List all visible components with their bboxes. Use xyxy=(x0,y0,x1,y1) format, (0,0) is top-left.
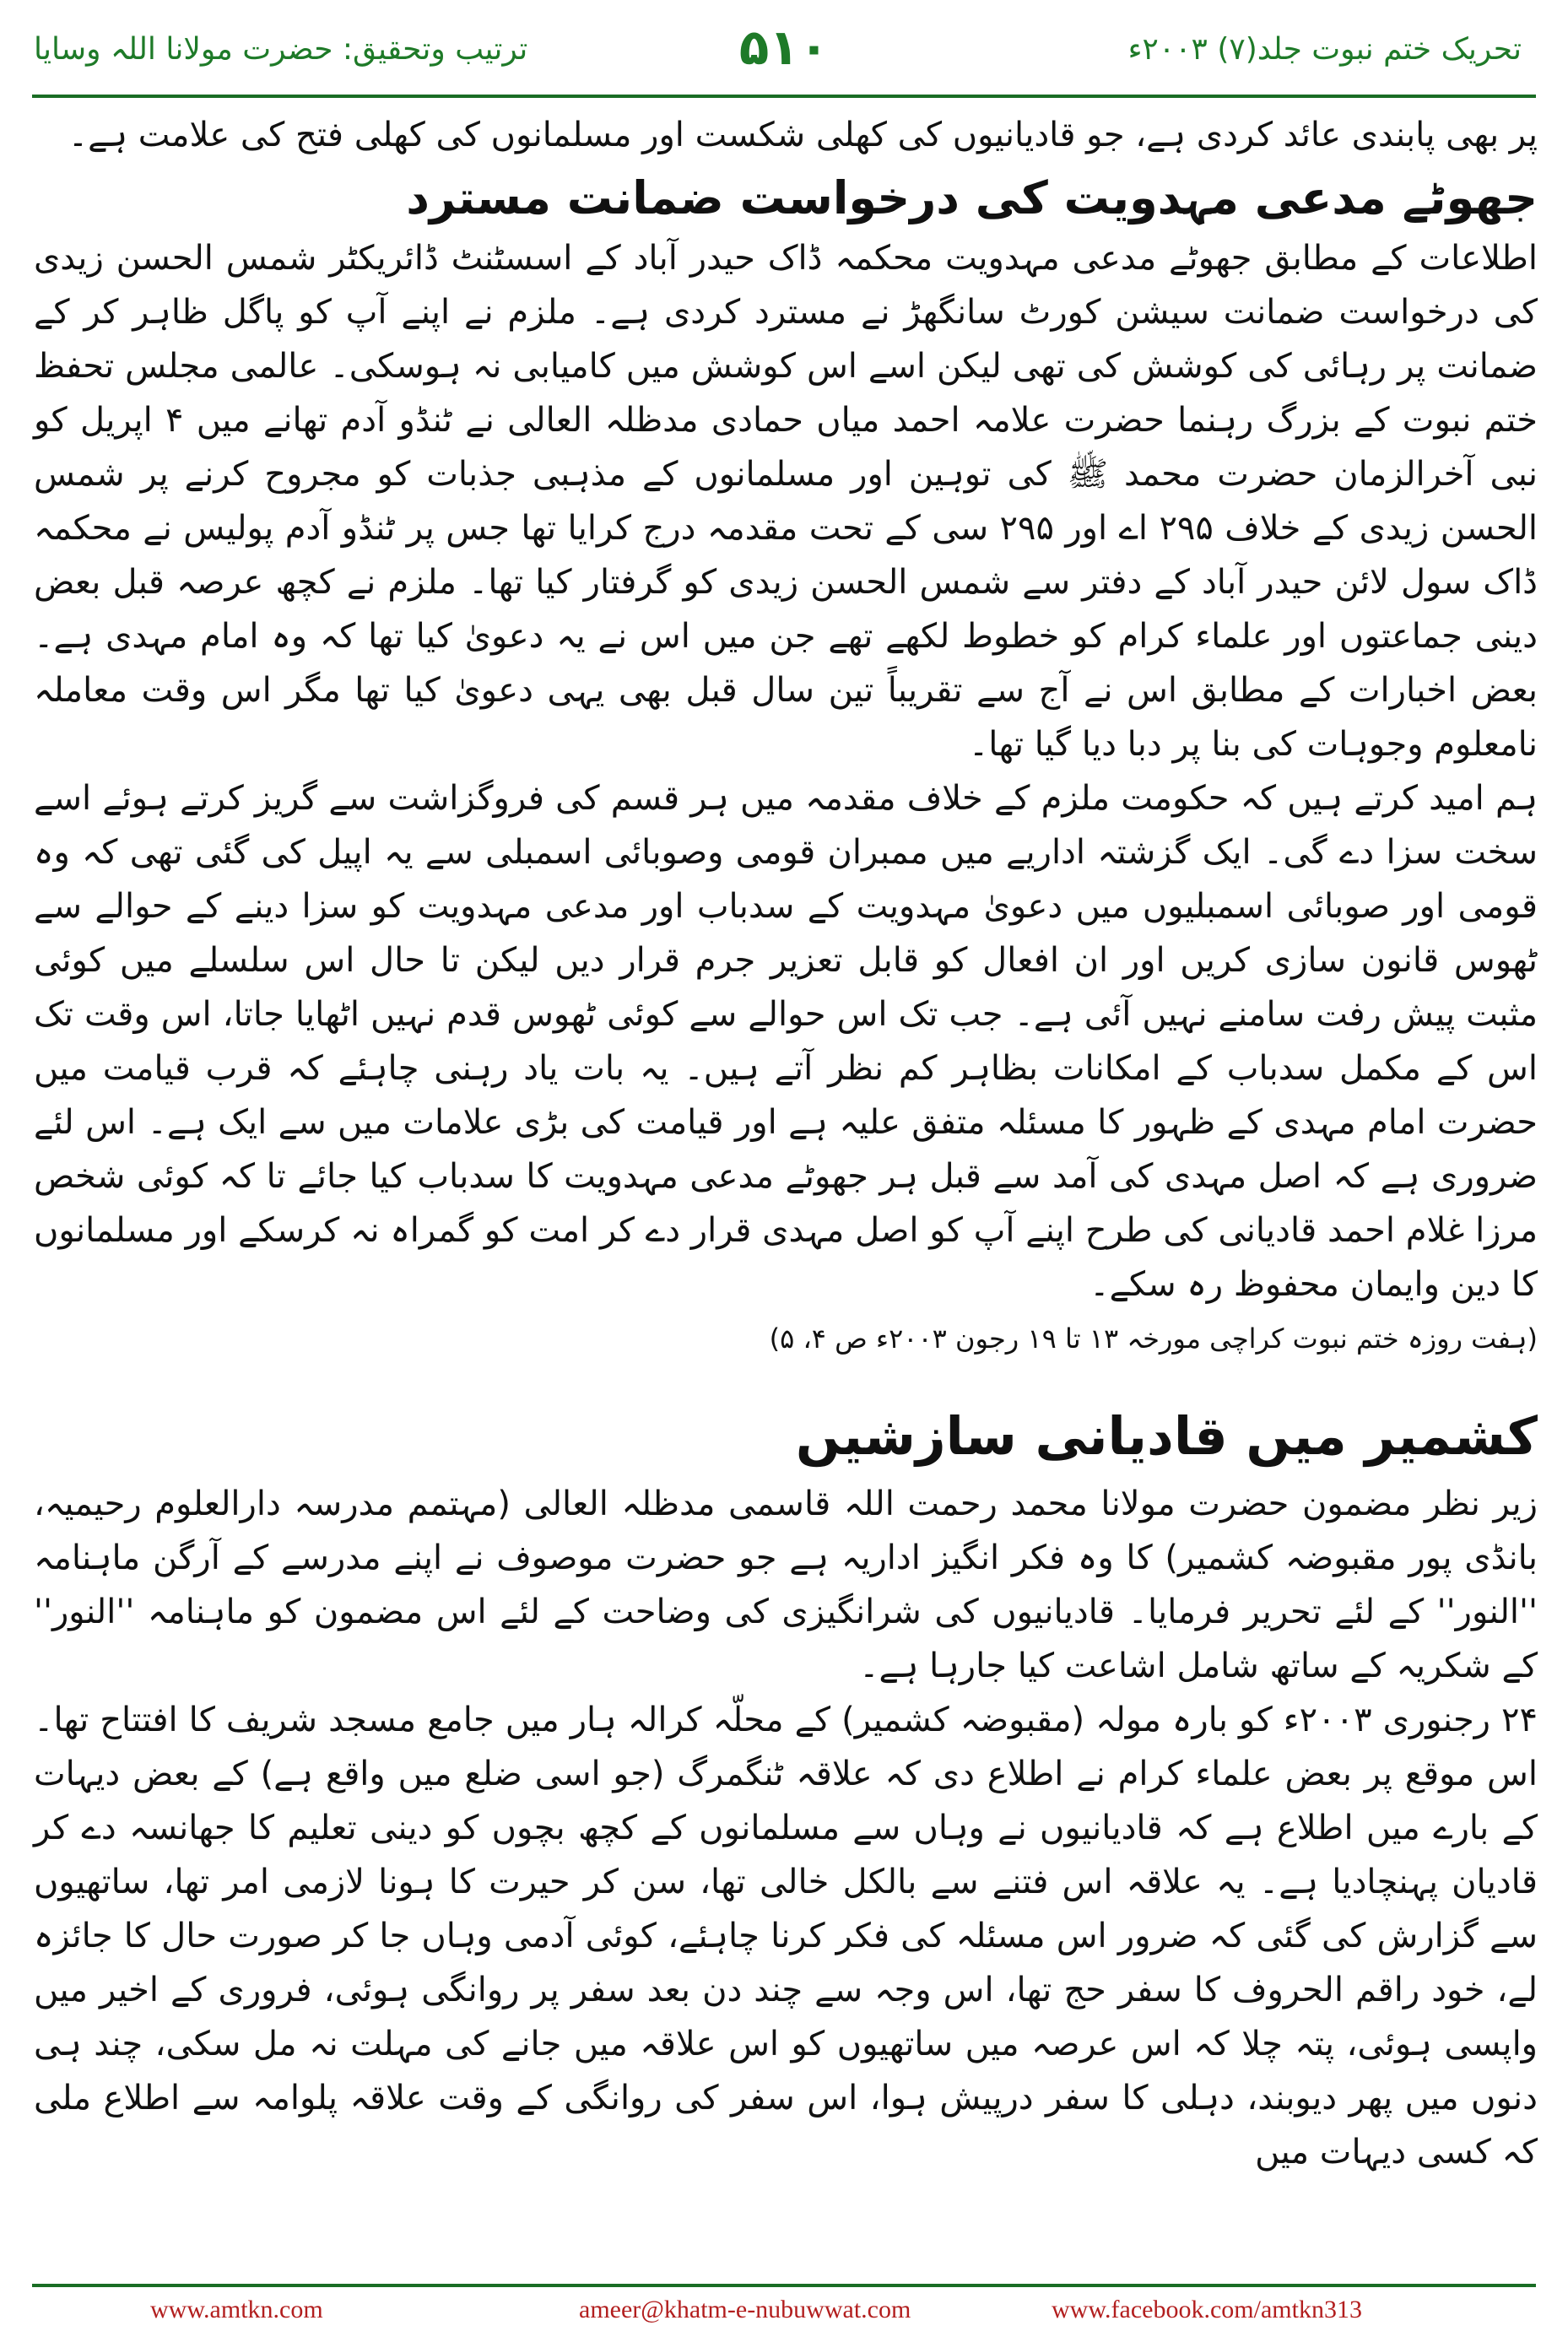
paragraph: پر بھی پابندی عائد کردی ہے، جو قادیانیوں کی کھلی شکست اور مسلمانوں کی کھلی فتح کی علامت ہے۔ xyxy=(68,116,1538,154)
book-title: تحریک ختم نبوت جلد(۷) ۲۰۰۳ء xyxy=(1127,32,1522,67)
paragraph: اطلاعات کے مطابق جھوٹے مدعی مہدویت محکمہ ڈاک حیدر آباد کے اسسٹنٹ ڈائریکٹر شمس الحسن زیدی کی درخواست ضمانت سیشن کورٹ سانگھڑ نے مسترد کردی ہے۔ ملزم نے اپنے آپ کو پاگل ظاہر کر کے ضمانت پر رہائی کی کوشش کی تھی لیکن اسے اس کوشش میں کامیابی نہ ہوسکی۔ عالمی مجلس تحفظ ختم نبوت کے بزرگ رہنما حضرت علامہ احمد میاں حمادی مدظلہ العالی نے ٹنڈو آدم تھانے میں ۴ اپریل کو نبی آخرالزمان حضرت محمد ﷺ کی توہین اور مسلمانوں کے مذہبی جذبات کو مجروح کرنے پر شمس الحسن زیدی کے خلاف ۲۹۵ اے اور ۲۹۵ سی کے تحت مقدمہ درج کرایا تھا جس پر ٹنڈو آدم پولیس نے محکمہ ڈاک سول لائن حیدر آباد کے دفتر سے شمس الحسن زیدی کو گرفتار کیا تھا۔ ملزم نے کچھ عرصہ قبل بعض دینی جماعتوں اور علماء کرام کو خطوط لکھے تھے جن میں اس نے یہ دعویٰ کیا تھا کہ وہ امام مہدی ہے۔ بعض اخبارات کے مطابق اس نے آج سے تقریباً تین سال قبل بھی یہی دعویٰ کیا تھا مگر اس وقت معاملہ نامعلوم وجوہات کی بنا پر دبا دیا گیا تھا۔ xyxy=(34,239,1538,764)
facebook-link[interactable]: www.facebook.com/amtkn313 xyxy=(1052,2296,1362,2323)
section-heading: جھوٹے مدعی مہدویت کی درخواست ضمانت مسترد xyxy=(406,171,1538,224)
footer-divider xyxy=(32,2284,1536,2287)
page-number: ۵۱۰ xyxy=(738,19,830,76)
paragraph: ہم امید کرتے ہیں کہ حکومت ملزم کے خلاف مقدمہ میں ہر قسم کی فروگزاشت سے گریز کرتے ہوئے اسے سخت سزا دے گی۔ ایک گزشتہ اداریے میں ممبران قومی وصوبائی اسمبلی سے یہ اپیل کی گئی تھی کہ وہ قومی اور صوبائی اسمبلیوں میں دعویٰ مہدویت کے سدباب اور مدعی مہدویت کو سزا دینے کے حوالے سے ٹھوس قانون سازی کریں اور ان افعال کو قابل تعزیر جرم قرار دیں لیکن تا حال اس سلسلے میں کوئی مثبت پیش رفت سامنے نہیں آئی ہے۔ جب تک اس حوالے سے کوئی ٹھوس قدم نہیں اٹھایا جاتا، اس وقت تک اس کے مکمل سدباب کے امکانات بظاہر کم نظر آتے ہیں۔ یہ بات یاد رہنی چاہئے کہ قرب قیامت میں حضرت امام مہدی کے ظہور کا مسئلہ متفق علیہ ہے اور قیامت کی بڑی علامات میں سے ایک ہے۔ اس لئے ضروری ہے کہ اصل مہدی کی آمد سے قبل ہر جھوٹے مدعی مہدویت کا سدباب کیا جائے تا کہ کوئی شخص مرزا غلام احمد قادیانی کی طرح اپنے آپ کو اصل مہدی قرار دے کر امت کو گمراہ نہ کرسکے اور مسلمانوں کا دین وایمان محفوظ رہ سکے۔ xyxy=(34,779,1538,1304)
email-link[interactable]: ameer@khatm-e-nubuwwat.com xyxy=(579,2296,911,2323)
header-divider xyxy=(32,95,1536,98)
article-body xyxy=(34,108,1538,2179)
website-link[interactable]: www.amtkn.com xyxy=(150,2296,323,2323)
page-footer xyxy=(0,2289,1568,2331)
paragraph: زیر نظر مضمون حضرت مولانا محمد رحمت اللہ قاسمی مدظلہ العالی (مہتمم مدرسہ دارالعلوم رحیمیہ، بانڈی پور مقبوضہ کشمیر) کا وہ فکر انگیز اداریہ ہے جو حضرت موصوف نے اپنے مدرسے کے آرگن ماہنامہ ''النور'' کے لئے تحریر فرمایا۔ قادیانیوں کی شرانگیزی کی وضاحت کے لئے اس مضمون کو ماہنامہ ''النور'' کے شکریہ کے ساتھ شامل اشاعت کیا جارہا ہے۔ xyxy=(34,1485,1538,1685)
paragraph: ۲۴ رجنوری ۲۰۰۳ء کو بارہ مولہ (مقبوضہ کشمیر) کے محلّہ کرالہ ہار میں جامع مسجد شریف کا افتتاح تھا۔ اس موقع پر بعض علماء کرام نے اطلاع دی کہ علاقہ ٹنگمرگ (جو اسی ضلع میں واقع ہے) کے بعض دیہات کے بارے میں اطلاع ہے کہ قادیانیوں نے وہاں سے مسلمانوں کے کچھ بچوں کو دینی تعلیم کا جھانسہ دے کر قادیان پہنچادیا ہے۔ یہ علاقہ اس فتنے سے بالکل خالی تھا، سن کر حیرت کا ہونا لازمی امر تھا، ساتھیوں سے گزارش کی گئی کہ ضرور اس مسئلہ کی فکر کرنا چاہئے، کوئی آدمی وہاں جا کر صورت حال کا جائزہ لے، خود راقم الحروف کا سفر حج تھا، اس وجہ سے چند دن بعد سفر پر روانگی ہوئی، فروری کے اخیر میں واپسی ہوئی، پتہ چلا کہ اس عرصہ میں ساتھیوں کو اس علاقہ میں جانے کی مہلت نہ مل سکی، چند ہی دنوں میں پھر دیوبند، دہلی کا سفر درپیش ہوا، اس سفر کی روانگی کے وقت علاقہ پلوامہ سے اطلاع ملی کہ کسی دیہات میں xyxy=(34,1701,1538,2172)
compiler-credit: ترتیب وتحقیق: حضرت مولانا اللہ وسایا xyxy=(34,32,528,67)
source-citation: (ہفت روزہ ختم نبوت کراچی مورخہ ۱۳ تا ۱۹ رجون ۲۰۰۳ء ص ۴، ۵) xyxy=(769,1322,1538,1355)
section-heading: کشمیر میں قادیانی سازشیں xyxy=(795,1405,1538,1467)
